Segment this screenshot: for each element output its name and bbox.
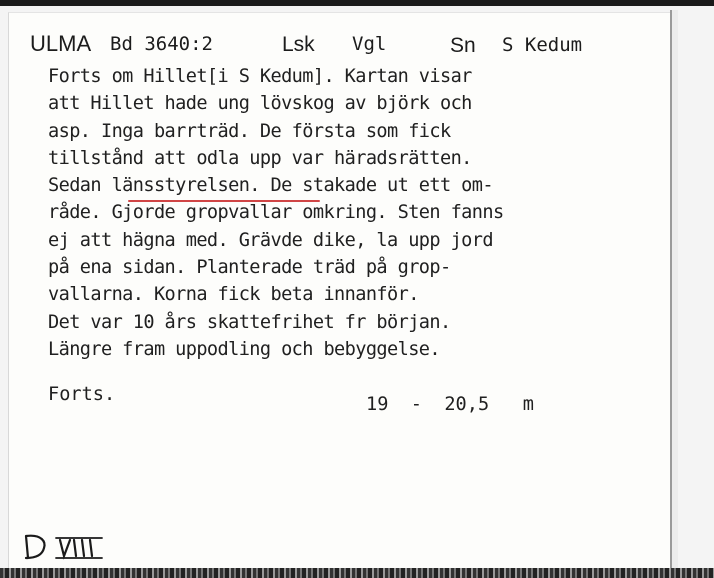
scan-top-edge — [0, 0, 714, 6]
socken-label: Sn — [450, 34, 476, 57]
forts-label: Forts. — [48, 384, 116, 405]
landskap-value: Vgl — [352, 33, 387, 55]
text-line: Forts om Hillet[i S Kedum]. Kartan visar — [48, 66, 472, 87]
text-line: ej att hägna med. Grävde dike, la upp jord — [48, 229, 493, 251]
record-number: Bd 3640:2 — [110, 33, 213, 55]
text-line: Sedan länsstyrelsen. De stakade ut ett om- — [48, 175, 493, 197]
text-line: tillstånd att odla upp var häradsrätten. — [48, 147, 472, 169]
card-header — [24, 30, 664, 64]
landskap-label: Lsk — [282, 33, 315, 56]
text-line: Det var 10 års skattefrihet fr början. — [48, 311, 451, 333]
page-range: 19 - 20,5 m — [366, 394, 534, 415]
text-line: att Hillet hade ung lövskog av björk och — [48, 93, 472, 115]
card-body-text — [48, 66, 658, 366]
handwritten-signature — [20, 528, 140, 564]
card-edge-shadow — [670, 10, 678, 570]
text-line: asp. Inga barrträd. De första som fick — [48, 120, 451, 142]
text-line: vallarna. Korna fick beta innanför. — [48, 284, 419, 306]
scan-bottom-edge — [0, 568, 714, 578]
text-line: på ena sidan. Planterade träd på grop- — [48, 257, 451, 279]
archive-code: ULMA — [30, 31, 92, 56]
socken-value: S Kedum — [502, 34, 583, 56]
red-underline-mark — [128, 200, 320, 202]
text-line: råde. Gjorde gropvallar omkring. Sten fanns — [48, 202, 504, 224]
text-line: Längre fram uppodling och bebyggelse. — [48, 338, 440, 360]
